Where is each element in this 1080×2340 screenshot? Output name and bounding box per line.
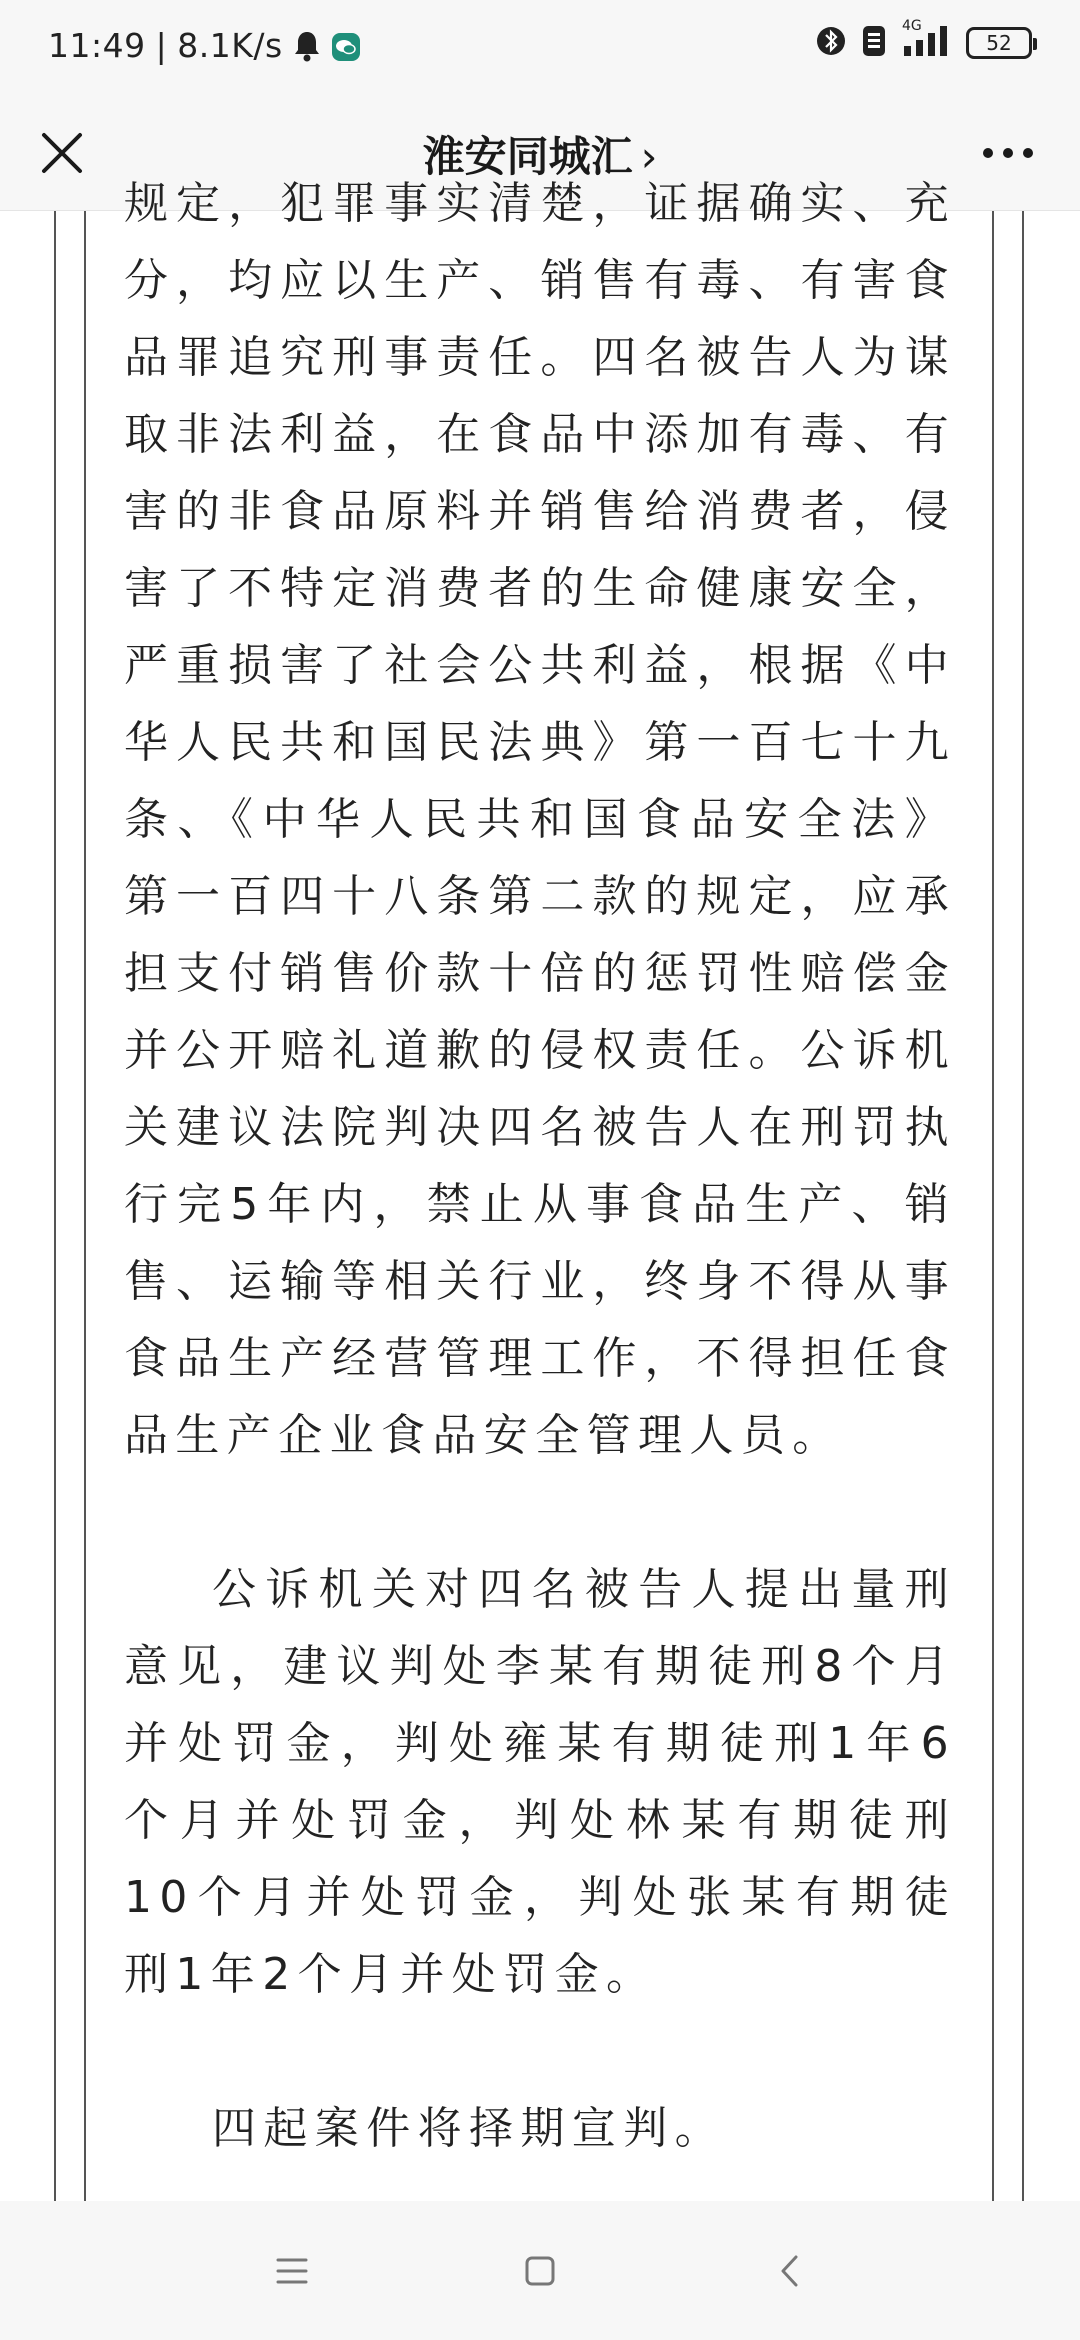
article-paragraph: 规定，犯罪事实清楚，证据确实、充分，均应以生产、销售有毒、有害食品罪追究刑事责任。四名被告人为谋取非法利益，在食品中添加有毒、有害的非食品原料并销售给消费者，侵害了不特定消费者的生命健康安全，严重损害了社会公共利益，根据《中华人民共和国民法典》第一百七十九条、《中华人民共和国食品安全法》第一百四十八条第二款的规定，应承担支付销售价款十倍的惩罚性赔偿金并公开赔礼道歉的侵权责任。公诉机关建议法院判决四名被告人在刑罚执行完5年内，禁止从事食品生产、销售、运输等相关行业，终身不得从事食品生产经营管理工作，不得担任食品生产企业食品安全管理人员。 (124, 178, 956, 1461)
page-title-text: 淮安同城汇 (422, 132, 633, 181)
paragraph-spacer (124, 1474, 956, 1551)
frame-border-left-inner (84, 211, 86, 2201)
menu-button[interactable] (267, 2246, 317, 2296)
frame-border-left-outer (54, 211, 56, 2201)
bell-icon (293, 30, 321, 62)
back-button[interactable] (765, 2246, 815, 2296)
chevron-right-icon: › (640, 132, 658, 181)
status-right (816, 18, 1032, 62)
vibrate-icon (860, 24, 888, 62)
article-paragraph: 四起案件将择期宣判。 (212, 2103, 726, 2154)
home-button[interactable] (515, 2246, 565, 2296)
more-icon (982, 147, 1034, 159)
frame-border-right-outer (1022, 211, 1024, 2201)
status-speed: 8.1K/s (177, 26, 283, 65)
menu-icon (276, 2257, 308, 2285)
status-left (48, 26, 361, 65)
home-icon (524, 2255, 556, 2287)
status-bar (0, 0, 1080, 96)
back-icon (778, 2254, 802, 2288)
network-type: 4G (902, 18, 922, 34)
more-button[interactable] (976, 121, 1040, 185)
signal-icon (902, 18, 952, 62)
bluetooth-icon (816, 24, 846, 62)
paragraph-spacer (124, 2013, 956, 2090)
system-nav-bar (0, 2201, 1080, 2340)
status-separator: | (155, 26, 168, 65)
wechat-icon (331, 31, 361, 61)
battery-indicator: 52 (966, 27, 1032, 59)
article-body (124, 165, 956, 2167)
frame-border-right-inner (992, 211, 994, 2201)
article-viewport[interactable] (0, 178, 1080, 2201)
status-time: 11:49 (48, 26, 146, 65)
article-paragraph: 公诉机关对四名被告人提出量刑意见，建议判处李某有期徒刑8个月并处罚金，判处雍某有期徒刑1年6个月并处罚金，判处林某有期徒刑10个月并处罚金，判处张某有期徒刑1年2个月并处罚金。 (124, 1564, 956, 2000)
